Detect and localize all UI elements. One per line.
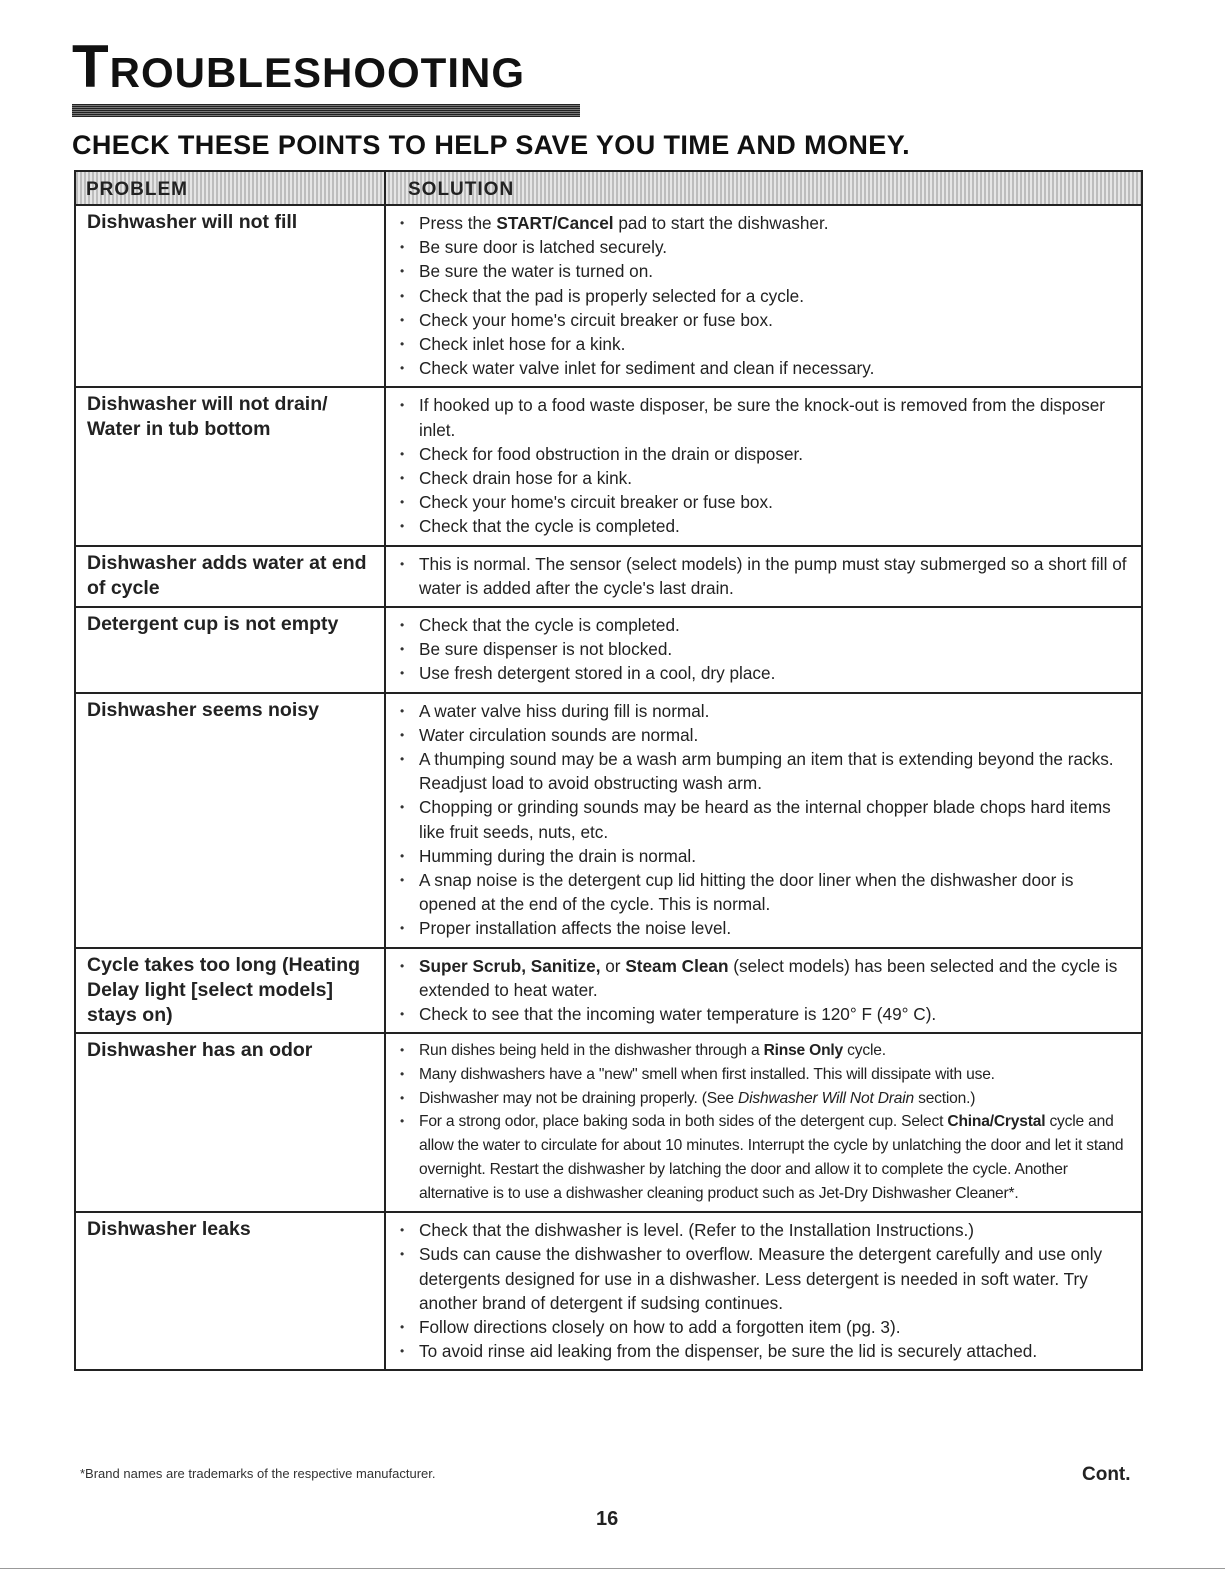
table-row (76, 694, 1141, 949)
solution-text: Super Scrub, Sanitize, (419, 955, 601, 976)
solution-item (396, 356, 1131, 380)
solution-item (396, 1110, 1131, 1205)
page-subtitle: CHECK THESE POINTS TO HELP SAVE YOU TIME AND MONEY. (72, 130, 911, 160)
table-row (76, 388, 1141, 546)
problem-cell: Detergent cup is not empty (76, 608, 386, 692)
solution-item (396, 795, 1131, 843)
solution-text: Humming during the drain is normal. (419, 845, 697, 866)
solution-text: China/Crystal (947, 1113, 1046, 1131)
solution-item (396, 699, 1131, 723)
solution-text: Check your home's circuit breaker or fuse box. (419, 492, 773, 513)
solution-text: This is normal. The sensor (select models) in the pump must stay submerged so a short fill of water is added after the cycle's last drain. (419, 553, 1127, 598)
solution-cell (386, 1213, 1141, 1369)
problem-cell: Dishwasher has an odor (76, 1034, 386, 1211)
solution-item (396, 1315, 1131, 1339)
title-underline (72, 104, 580, 117)
solution-text: Check that the cycle is completed. (419, 615, 680, 636)
solution-text: (select models) has been selected and the cycle is extended to heat water. (419, 955, 1118, 1000)
solution-text: cycle. (843, 1042, 886, 1060)
solution-cell (386, 388, 1141, 544)
solution-text: Be sure dispenser is not blocked. (419, 639, 673, 660)
solution-text: Check water valve inlet for sediment and clean if necessary. (419, 358, 875, 379)
solution-item (396, 1063, 1131, 1087)
solution-item (396, 442, 1131, 466)
solution-text: Be sure the water is turned on. (419, 261, 654, 282)
solution-text: Water circulation sounds are normal. (419, 724, 699, 745)
solution-item (396, 490, 1131, 514)
solution-item (396, 613, 1131, 637)
solution-item (396, 1002, 1131, 1026)
solution-text: Proper installation affects the noise level. (419, 918, 732, 939)
solution-text: Press the (419, 213, 497, 233)
solution-item (396, 514, 1131, 538)
solution-item (396, 1218, 1131, 1242)
solution-list (396, 211, 1131, 380)
solution-cell (386, 1034, 1141, 1211)
solution-list (396, 552, 1131, 600)
table-row (76, 608, 1141, 694)
solution-text: pad to start the dishwasher. (613, 213, 829, 233)
solution-item (396, 552, 1131, 600)
solution-item (396, 916, 1131, 940)
solution-text: START/Cancel (496, 213, 614, 233)
solution-item (396, 235, 1131, 259)
bottom-divider (0, 1568, 1225, 1569)
table-row (76, 1034, 1141, 1213)
table-row (76, 206, 1141, 388)
solution-item (396, 1087, 1131, 1111)
solution-text: Check that the dishwasher is level. (Refer to the Installation Instructions.) (419, 1220, 975, 1241)
solution-text: Check that the cycle is completed. (419, 516, 680, 537)
solution-text: Check that the pad is properly selected for a cycle. (419, 285, 805, 306)
table-row (76, 547, 1141, 608)
solution-text: If hooked up to a food waste disposer, be sure the knock-out is removed from the disposer inlet. (419, 395, 1105, 440)
solution-cell (386, 949, 1141, 1033)
solution-text: Check for food obstruction in the drain or disposer. (419, 443, 804, 464)
solution-text: To avoid rinse aid leaking from the dispenser, be sure the lid is securely attached. (419, 1341, 1038, 1362)
problem-cell: Dishwasher will not fill (76, 206, 386, 386)
solution-text: Rinse Only (763, 1042, 844, 1060)
solution-item (396, 393, 1131, 441)
solution-text: or (600, 955, 626, 976)
trademark-footnote: *Brand names are trademarks of the respective manufacturer. (80, 1466, 436, 1481)
solution-text: Dishwasher Will Not Drain (738, 1089, 914, 1107)
table-row (76, 1213, 1141, 1369)
solution-cell (386, 608, 1141, 692)
solution-item (396, 211, 1131, 235)
solution-cell (386, 694, 1141, 947)
solution-text: A thumping sound may be a wash arm bumping an item that is extending beyond the racks. Readjust load to avoid obstructing wash arm. (419, 749, 1114, 794)
problem-cell: Cycle takes too long (Heating Delay light [select models] stays on) (76, 949, 386, 1033)
solution-text: Check to see that the incoming water temperature is 120° F (49° C). (419, 1004, 937, 1025)
solution-text: For a strong odor, place baking soda in both sides of the detergent cup. Select (419, 1113, 948, 1131)
table-header (76, 172, 1141, 206)
solution-cell (386, 206, 1141, 386)
problem-cell: Dishwasher seems noisy (76, 694, 386, 947)
solution-cell (386, 547, 1141, 606)
solution-item (396, 954, 1131, 1002)
table-body (76, 206, 1141, 1369)
solution-item (396, 1339, 1131, 1363)
problem-cell: Dishwasher will not drain/ Water in tub bottom (76, 388, 386, 544)
solution-item (396, 466, 1131, 490)
solution-text: Dishwasher may not be draining properly. (See (419, 1089, 739, 1107)
solution-text: Suds can cause the dishwasher to overflow. Measure the detergent carefully and use only detergents designed for use in a dishwasher. Less detergent is needed in soft water. Try another brand of detergent if sudsing continues. (419, 1244, 1103, 1313)
table-row (76, 949, 1141, 1035)
solution-item (396, 747, 1131, 795)
solution-item (396, 259, 1131, 283)
problem-cell: Dishwasher leaks (76, 1213, 386, 1369)
solution-text: Check inlet hose for a kink. (419, 334, 626, 355)
solution-item (396, 284, 1131, 308)
solution-list (396, 1218, 1131, 1363)
solution-text: A water valve hiss during fill is normal. (419, 700, 710, 721)
continued-label: Cont. (1082, 1464, 1131, 1485)
solution-text: Use fresh detergent stored in a cool, dry place. (419, 663, 776, 684)
solution-item (396, 332, 1131, 356)
solution-text: cycle and allow the water to circulate for about 10 minutes. Interrupt the cycle by unlatching the door and let it stand overnight. Restart the dishwasher by latching the door and allow it to complete the cycle. Another alternative is to use a dishwasher cleaning product such as Jet-Dry Dishwasher Cleaner*. (419, 1113, 1124, 1202)
page-title: Troubleshooting (72, 33, 525, 100)
solution-list (396, 613, 1131, 686)
solution-list (396, 954, 1131, 1027)
solution-text: Run dishes being held in the dishwasher through a (419, 1042, 764, 1060)
solution-item (396, 844, 1131, 868)
solution-column-header: SOLUTION (408, 179, 515, 200)
solution-text: Follow directions closely on how to add a forgotten item (pg. 3). (419, 1317, 901, 1338)
solution-text: Chopping or grinding sounds may be heard as the internal chopper blade chops hard items like fruit seeds, nuts, etc. (419, 797, 1111, 842)
solution-item (396, 1039, 1131, 1063)
solution-list (396, 393, 1131, 538)
solution-item (396, 637, 1131, 661)
solution-text: Steam Clean (625, 955, 729, 976)
solution-text: A snap noise is the detergent cup lid hitting the door liner when the dishwasher door is opened at the end of the cycle. This is normal. (419, 870, 1074, 915)
solution-item (396, 308, 1131, 332)
solution-text: Be sure door is latched securely. (419, 237, 668, 258)
troubleshooting-table (74, 170, 1143, 1371)
solution-text: Check your home's circuit breaker or fuse box. (419, 309, 773, 330)
page-number: 16 (596, 1508, 619, 1530)
solution-list (396, 1039, 1131, 1205)
solution-text: Check drain hose for a kink. (419, 468, 633, 489)
solution-item (396, 868, 1131, 916)
solution-item (396, 723, 1131, 747)
problem-column-header: PROBLEM (76, 172, 386, 204)
problem-cell: Dishwasher adds water at end of cycle (76, 547, 386, 606)
solution-item (396, 661, 1131, 685)
solution-text: Many dishwashers have a "new" smell when first installed. This will dissipate with use. (419, 1066, 995, 1083)
solution-item (396, 1242, 1131, 1315)
solution-text: section.) (913, 1089, 976, 1107)
solution-list (396, 699, 1131, 941)
